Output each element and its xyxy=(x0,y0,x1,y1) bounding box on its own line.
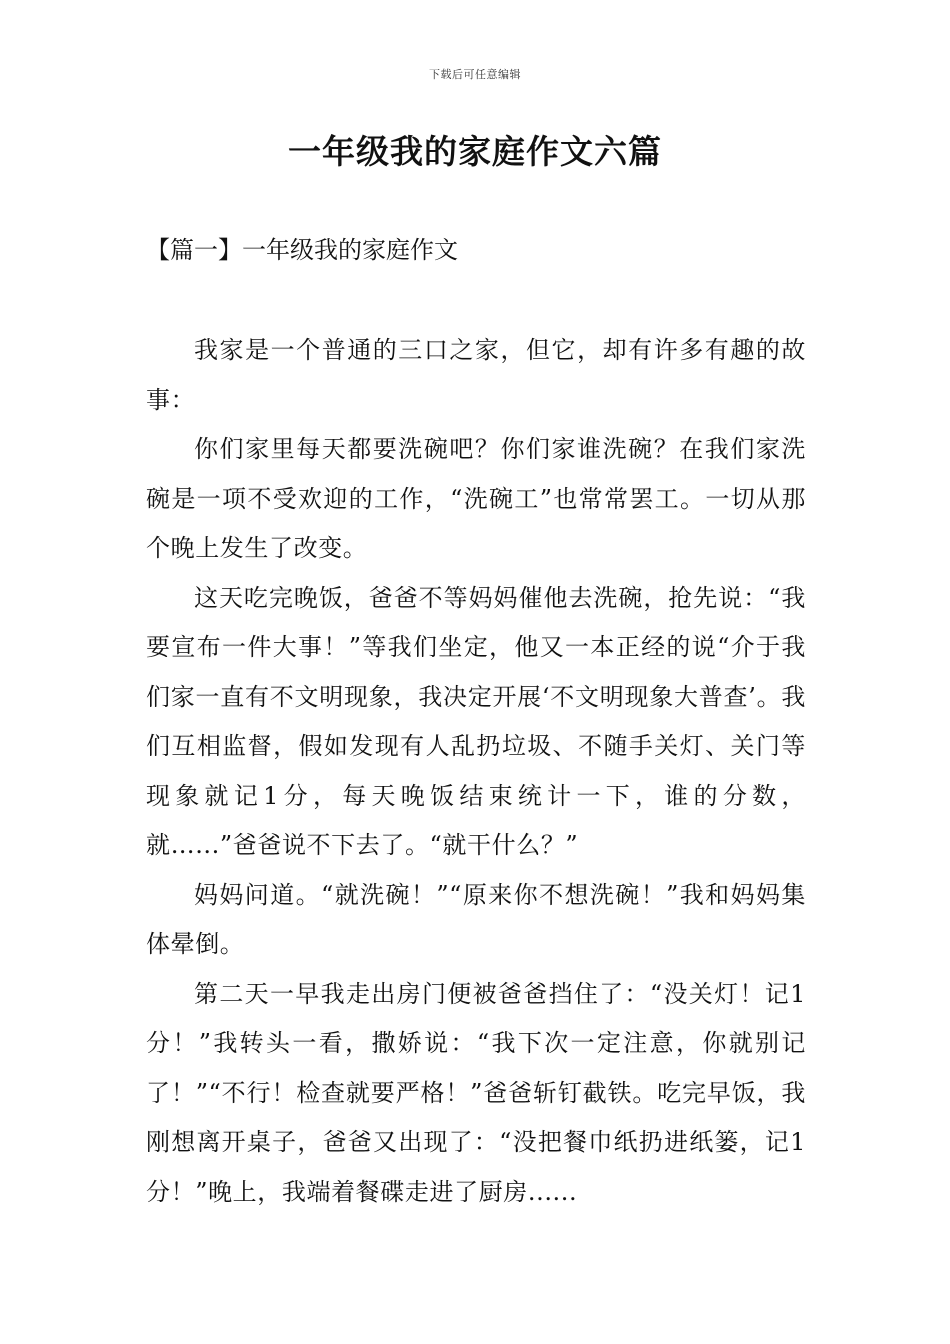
paragraph-3: 这天吃完晚饭，爸爸不等妈妈催他去洗碗，抢先说：“我要宣布一件大事！”等我们坐定，他又一本正经的说“介于我们家一直有不文明现象，我决定开展‘不文明现象大普查’。我们互相监督，假如发现有人乱扔垃圾、不随手关灯、关门等现象就记1分，每天晚饭结束统计一下，谁的分数，就…...”爸爸说不下去了。“就干什么？” xyxy=(146,583,806,859)
paragraph-4: 妈妈问道。“就洗碗！”“原来你不想洗碗！”我和妈妈集体晕倒。 xyxy=(146,880,806,958)
section-heading: 【篇一】一年级我的家庭作文 xyxy=(146,236,458,264)
essay-body xyxy=(146,326,806,1217)
paragraph-1: 我家是一个普通的三口之家，但它，却有许多有趣的故事： xyxy=(146,336,806,414)
document-title: 一年级我的家庭作文六篇 xyxy=(288,132,662,171)
paragraph-5: 第二天一早我走出房门便被爸爸挡住了：“没关灯！记1分！”我转头一看，撒娇说：“我下次一定注意，你就别记了！”“不行！检查就要严格！”爸爸斩钉截铁。吃完早饭，我刚想离开桌子，爸爸又出现了：“没把餐巾纸扔进纸篓，记1分！”晚上，我端着餐碟走进了厨房...... xyxy=(146,979,806,1206)
header-note: 下载后可任意编辑 xyxy=(429,68,521,81)
paragraph-2: 你们家里每天都要洗碗吧？你们家谁洗碗？在我们家洗碗是一项不受欢迎的工作，“洗碗工”也常常罢工。一切从那个晚上发生了改变。 xyxy=(146,435,806,562)
